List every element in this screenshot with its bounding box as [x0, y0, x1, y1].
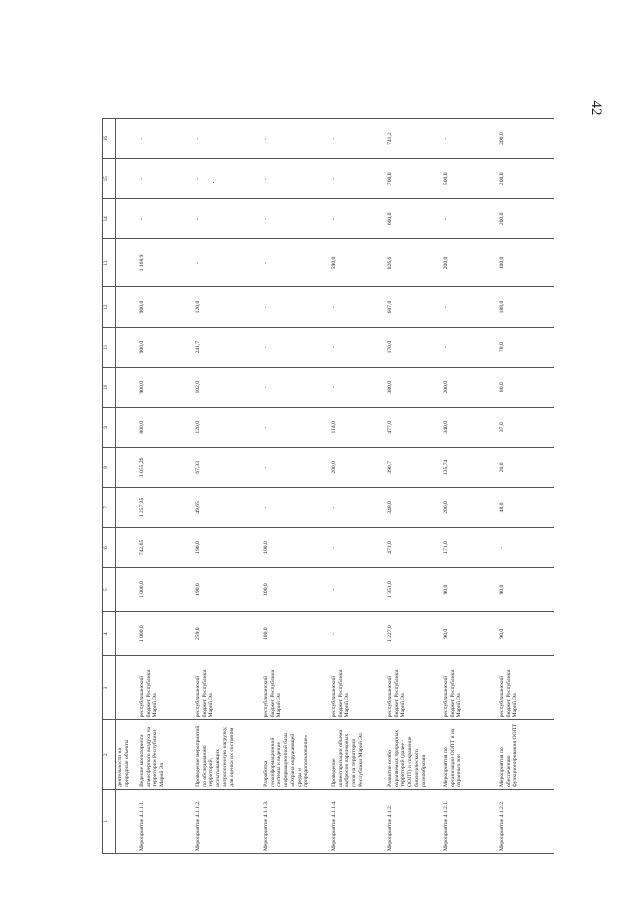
value-cell: -: [330, 119, 386, 159]
column-header-15: 15: [103, 159, 116, 199]
event-code: Мероприятие 4.1.1.1.: [138, 789, 194, 853]
value-cell: -: [330, 612, 386, 656]
value-cell: 20,0: [498, 447, 554, 487]
value-cell: 171,0: [442, 527, 498, 567]
value-cell: 100,0: [262, 527, 330, 567]
value-cell: 800,0: [138, 407, 194, 447]
event-code: Мероприятие 4.1.2.: [386, 789, 442, 853]
table-row: [138, 119, 194, 854]
value-cell: -: [442, 327, 498, 367]
value-cell: 1 257,35: [138, 487, 194, 527]
value-cell: 700,0: [386, 159, 442, 199]
value-cell: -: [442, 199, 498, 239]
value-cell: 200,0: [330, 447, 386, 487]
table-row: [330, 119, 386, 854]
value-cell: 826,6: [386, 239, 442, 287]
column-header-6: 6: [103, 527, 116, 567]
value-cell: -: [330, 527, 386, 567]
value-cell: 500,0: [442, 159, 498, 199]
column-header-14: 14: [103, 199, 116, 239]
table-row: [386, 119, 442, 854]
value-cell: 48,0: [498, 487, 554, 527]
event-name: Проведение мероприятий по обследованию территорий, испытывающих антропогенную нагрузку, для оценки их состояния: [194, 720, 262, 789]
value-cell: 1 000,0: [138, 568, 194, 612]
event-code: Мероприятие 4.1.1.4.: [330, 789, 386, 853]
value-cell: -: [262, 239, 330, 287]
empty-cell: [116, 119, 139, 159]
event-code: Мероприятие 4.1.2.2.: [498, 789, 554, 853]
value-cell: 259,0: [194, 612, 262, 656]
event-code: Мероприятие 4.1.1.2.: [194, 789, 262, 853]
value-cell: -: [330, 568, 386, 612]
funding-source: республиканский бюджет Республики Марий Эл: [194, 656, 262, 720]
event-name: Ведение мониторинга атмосферного воздуха на территории Республики Марий Эл: [138, 720, 194, 789]
value-cell: -: [262, 447, 330, 487]
value-cell: -: [262, 287, 330, 327]
value-cell: 200,0: [498, 199, 554, 239]
value-cell: -: [138, 199, 194, 239]
event-name: Развитие особо охраняемых природных территорий (далее - ООПТ) и сохранение биологического разнообразия: [386, 720, 442, 789]
value-cell: 200,0: [498, 119, 554, 159]
value-cell: 1 000,0: [138, 612, 194, 656]
funding-source: республиканский бюджет Республики Марий Эл: [498, 656, 554, 720]
event-code: Мероприятие 4.1.2.1.: [442, 789, 498, 853]
value-cell: 100,0: [262, 612, 330, 656]
value-cell: 1 168,9: [138, 239, 194, 287]
value-cell: -: [262, 327, 330, 367]
value-cell: 380,0: [386, 367, 442, 407]
value-cell: 200,0: [442, 239, 498, 287]
value-cell: 200,0: [498, 159, 554, 199]
funding-source: республиканский бюджет Республики Марий Эл: [386, 656, 442, 720]
funding-source: республиканский бюджет Республики Марий Эл: [442, 656, 498, 720]
column-header-13: 13: [103, 239, 116, 287]
value-cell: 100,0: [262, 568, 330, 612]
value-cell: 900,0: [138, 367, 194, 407]
value-cell: -: [330, 367, 386, 407]
value-cell: 90,0: [498, 612, 554, 656]
column-header-9: 9: [103, 407, 116, 447]
event-name: Разработка геоинформационной системы и ведение информационной базы «Охрана окружающей среды и природопользование»: [262, 720, 330, 789]
column-header-16: 16: [103, 119, 116, 159]
table-row: [498, 119, 554, 854]
column-header-5: 5: [103, 568, 116, 612]
value-cell: 190,0: [194, 568, 262, 612]
event-name: Проведение инвентаризации объема выбросов парниковых газов на территории Республики Марий Эл: [330, 720, 386, 789]
empty-cell: [116, 527, 139, 567]
value-cell: 741,2: [386, 119, 442, 159]
column-header-3: 3: [103, 656, 116, 720]
value-cell: 607,0: [386, 287, 442, 327]
value-cell: -: [138, 159, 194, 199]
budget-table: [102, 118, 554, 854]
value-cell: 114,0: [330, 407, 386, 447]
column-header-2: 2: [103, 720, 116, 789]
value-cell: -: [498, 527, 554, 567]
empty-cell: [116, 159, 139, 199]
empty-cell: [116, 656, 139, 720]
value-cell: 600,0: [386, 199, 442, 239]
column-header-4: 4: [103, 612, 116, 656]
value-cell: -: [262, 407, 330, 447]
value-cell: 190,0: [194, 527, 262, 567]
table-row: [194, 119, 262, 854]
page-number: 42: [588, 100, 604, 116]
value-cell: 120,0: [194, 407, 262, 447]
value-cell: -: [262, 487, 330, 527]
empty-cell: [116, 407, 139, 447]
funding-source: республиканский бюджет Республики Марий Эл: [138, 656, 194, 720]
funding-source: республиканский бюджет Республики Марий Эл: [330, 656, 386, 720]
value-cell: 67,33: [194, 447, 262, 487]
value-cell: -: [262, 159, 330, 199]
funding-source: республиканский бюджет Республики Марий Эл: [262, 656, 330, 720]
value-cell: -: [262, 199, 330, 239]
value-cell: 188,0: [498, 287, 554, 327]
empty-cell: [116, 287, 139, 327]
value-cell: 37,0: [498, 407, 554, 447]
value-cell: -: [330, 199, 386, 239]
table-row: [262, 119, 330, 854]
value-cell: -: [194, 199, 262, 239]
value-cell: -: [442, 119, 498, 159]
value-cell: 390,7: [386, 447, 442, 487]
empty-cell: [116, 568, 139, 612]
value-cell: 590,0: [330, 239, 386, 287]
event-name: Мероприятия по организации ООПТ и их охранных зон: [442, 720, 498, 789]
value-cell: 348,0: [386, 487, 442, 527]
table-row: [442, 119, 498, 854]
value-cell: 90,0: [498, 568, 554, 612]
empty-cell: [116, 612, 139, 656]
value-cell: 90,0: [442, 568, 498, 612]
empty-cell: [116, 789, 139, 853]
value-cell: 120,0: [194, 287, 262, 327]
value-cell: 78,0: [498, 327, 554, 367]
value-cell: 102,0: [194, 367, 262, 407]
value-cell: -: [138, 119, 194, 159]
value-cell: 200,0: [442, 487, 498, 527]
value-cell: -: [442, 287, 498, 327]
column-header-1: 1: [103, 789, 116, 853]
empty-cell: [116, 239, 139, 287]
continuation-text: деятельности на природные объекты: [116, 720, 139, 789]
value-cell: 135,74: [442, 447, 498, 487]
value-cell: 900,0: [138, 327, 194, 367]
value-cell: 1 055,26: [138, 447, 194, 487]
event-name: Мероприятия по обеспечению функционирования ООПТ: [498, 720, 554, 789]
event-code: Мероприятие 4.1.1.3.: [262, 789, 330, 853]
value-cell: -: [262, 119, 330, 159]
value-cell: -: [330, 287, 386, 327]
continuation-row: [116, 119, 139, 854]
value-cell: -: [194, 119, 262, 159]
empty-cell: [116, 447, 139, 487]
empty-cell: [116, 327, 139, 367]
column-header-8: 8: [103, 447, 116, 487]
value-cell: 742,65: [138, 527, 194, 567]
value-cell: -: [194, 239, 262, 287]
value-cell: -: [262, 367, 330, 407]
value-cell: 200,0: [442, 367, 498, 407]
value-cell: -: [194, 159, 262, 199]
column-header-10: 10: [103, 367, 116, 407]
value-cell: 477,0: [386, 407, 442, 447]
value-cell: -: [330, 327, 386, 367]
empty-cell: [116, 199, 139, 239]
value-cell: 100,0: [498, 239, 554, 287]
column-header-7: 7: [103, 487, 116, 527]
empty-cell: [116, 367, 139, 407]
empty-cell: [116, 487, 139, 527]
value-cell: 900,0: [138, 287, 194, 327]
value-cell: 471,0: [386, 527, 442, 567]
column-header-12: 12: [103, 287, 116, 327]
value-cell: 1 227,0: [386, 612, 442, 656]
table-header-row: [103, 119, 116, 854]
value-cell: 241,7: [194, 327, 262, 367]
value-cell: 1 351,0: [386, 568, 442, 612]
value-cell: 80,0: [498, 367, 554, 407]
value-cell: 170,0: [386, 327, 442, 367]
value-cell: 340,0: [442, 407, 498, 447]
value-cell: -: [330, 159, 386, 199]
value-cell: 49,65: [194, 487, 262, 527]
table-stage: [104, 112, 548, 851]
value-cell: -: [330, 487, 386, 527]
column-header-11: 11: [103, 327, 116, 367]
value-cell: 90,0: [442, 612, 498, 656]
